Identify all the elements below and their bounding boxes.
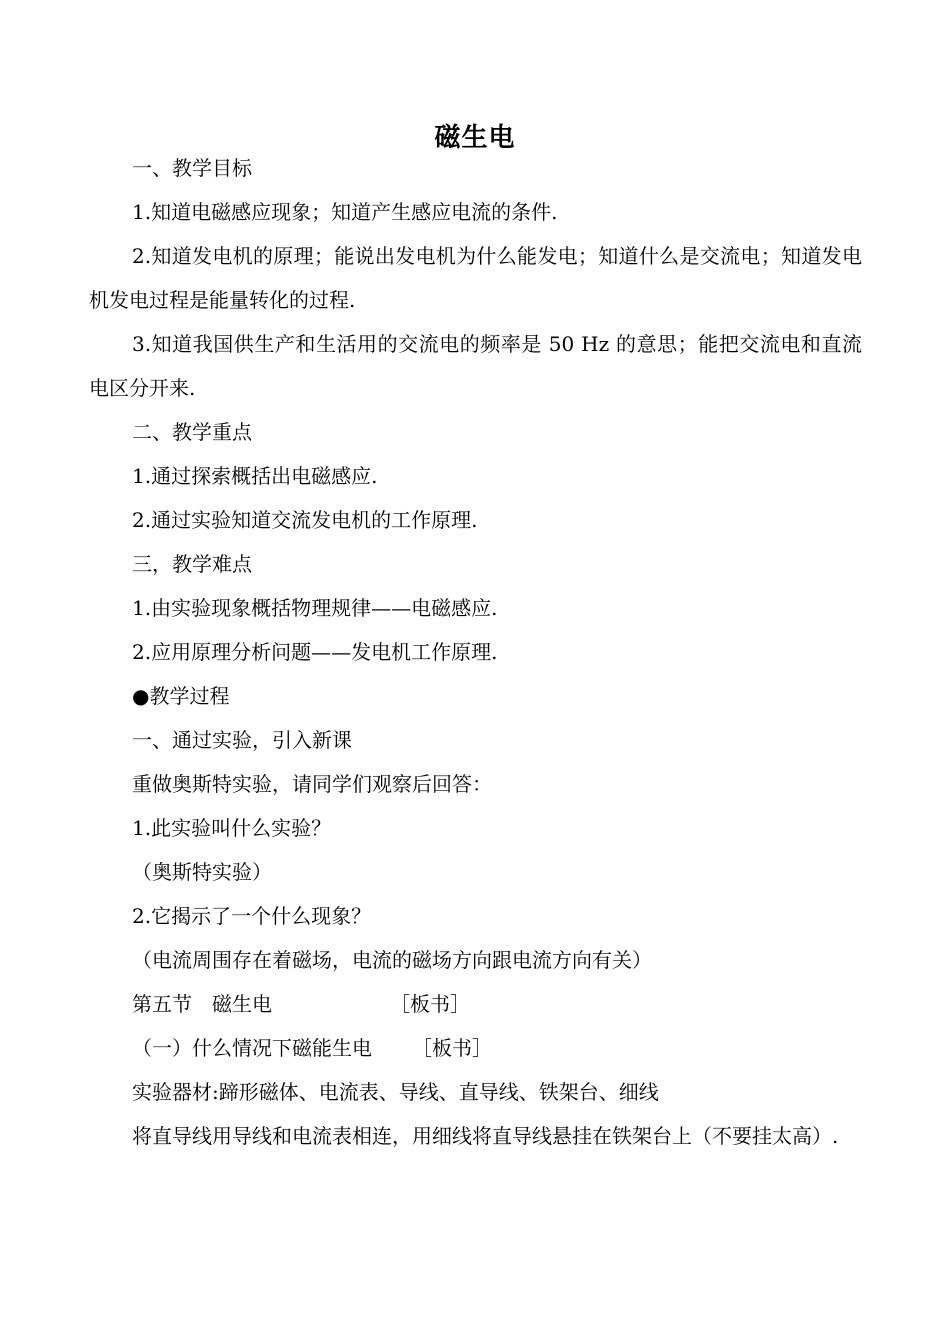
document-title: 磁生电 <box>434 123 516 153</box>
process-step-1: 一、通过实验，引入新课 <box>132 728 352 752</box>
difficulty-1: 1.由实验现象概括物理规律——电磁感应. <box>132 596 498 620</box>
experiment-setup: 将直导线用导线和电流表相连，用细线将直导线悬挂在铁架台上（不要挂太高）. <box>132 1124 839 1148</box>
answer-1: （奥斯特实验） <box>132 860 272 884</box>
focus-1: 1.通过探索概括出电磁感应. <box>132 464 378 488</box>
sub-heading-text: （一）什么情况下磁能生电 <box>132 1036 372 1060</box>
heading-teaching-focus: 二、教学重点 <box>132 420 252 444</box>
document-body <box>89 146 862 1158</box>
difficulty-2: 2.应用原理分析问题——发电机工作原理. <box>132 640 498 664</box>
objective-3: 3.知道我国供生产和生活用的交流电的频率是 50 Hz 的意思；能把交流电和直流电区分开来. <box>89 332 862 400</box>
experiment-materials: 实验器材:蹄形磁体、电流表、导线、直导线、铁架台、细线 <box>132 1080 659 1104</box>
question-1: 1.此实验叫什么实验？ <box>132 816 332 840</box>
heading-teaching-difficulties: 三，教学难点 <box>132 552 252 576</box>
focus-2: 2.通过实验知道交流发电机的工作原理. <box>132 508 478 532</box>
heading-teaching-process: ●教学过程 <box>132 684 230 708</box>
process-instruction: 重做奥斯特实验，请同学们观察后回答： <box>132 772 492 796</box>
sub-heading-note: ［板书］ <box>412 1036 492 1060</box>
objective-2: 2.知道发电机的原理；能说出发电机为什么能发电；知道什么是交流电；知道发电机发电过程是能量转化的过程. <box>89 244 862 312</box>
sub-heading <box>89 1026 862 1070</box>
section-heading-text: 第五节 磁生电 <box>132 992 272 1016</box>
heading-teaching-objectives: 一、教学目标 <box>132 156 252 180</box>
answer-2: （电流周围存在着磁场，电流的磁场方向跟电流方向有关） <box>132 948 652 972</box>
section-heading <box>89 982 862 1026</box>
question-2: 2.它揭示了一个什么现象？ <box>132 904 372 928</box>
section-heading-note: ［板书］ <box>390 992 470 1016</box>
objective-1: 1.知道电磁感应现象；知道产生感应电流的条件. <box>132 200 558 224</box>
